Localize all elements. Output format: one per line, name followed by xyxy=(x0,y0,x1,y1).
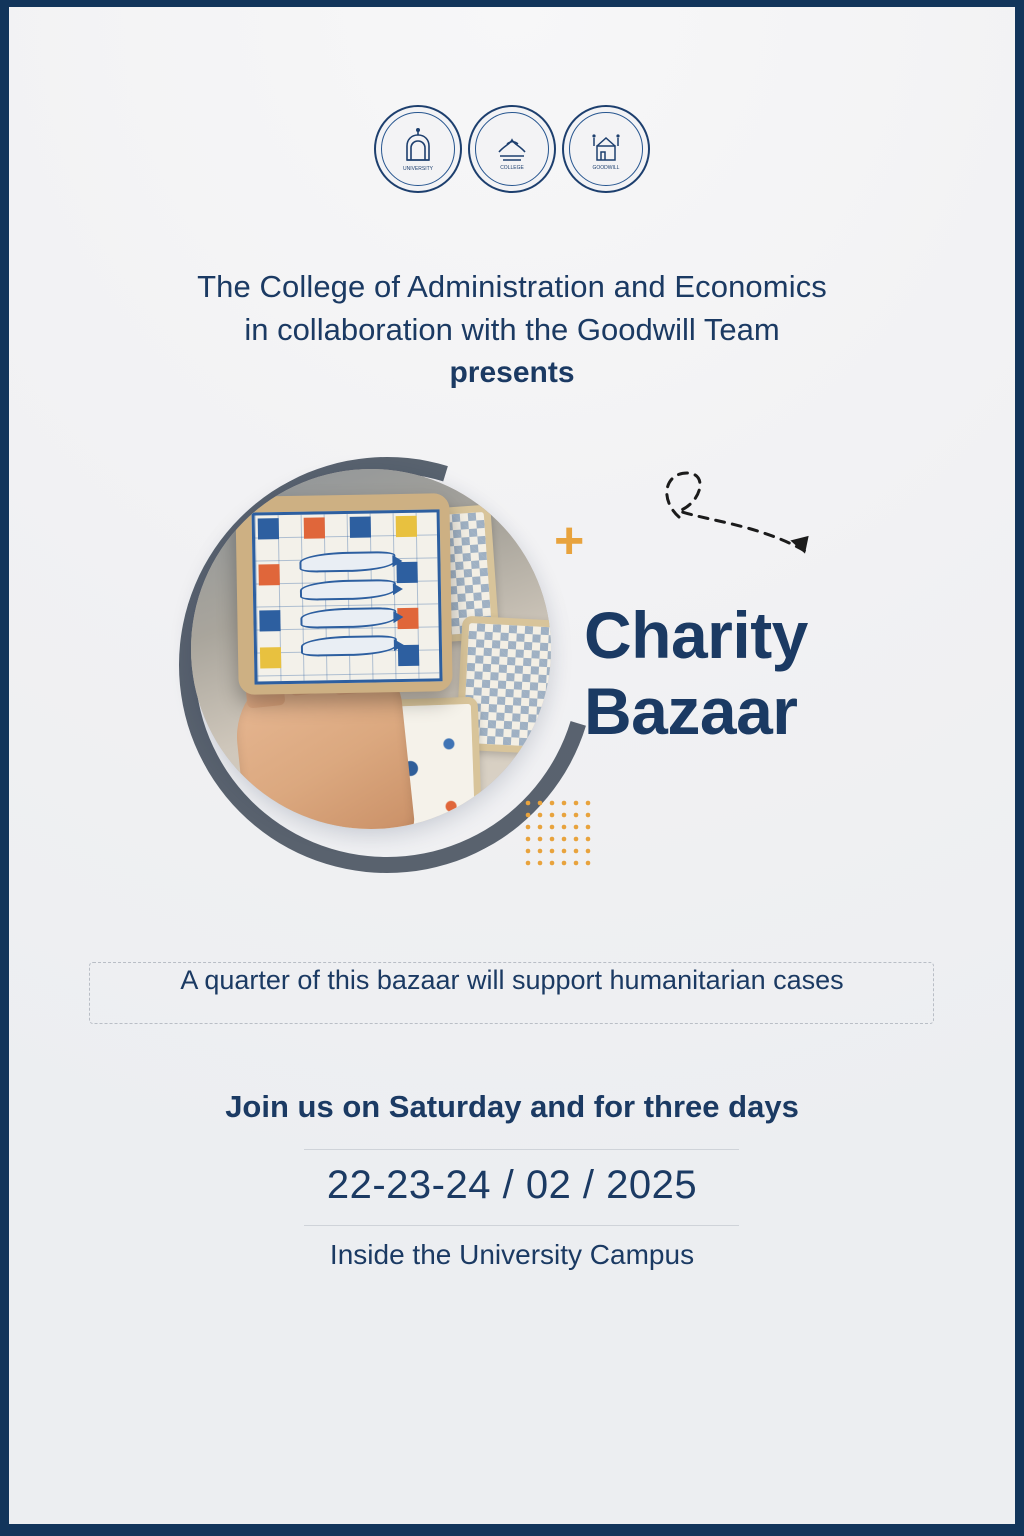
join-text: Join us on Saturday and for three days xyxy=(225,1089,799,1124)
plus-accent-icon: + xyxy=(554,512,585,570)
headline-block xyxy=(9,265,1015,394)
divider-top xyxy=(304,1149,739,1150)
headline-line-3: presents xyxy=(449,356,575,389)
dashed-arrow-icon xyxy=(639,459,849,599)
event-title-line-2: Bazaar xyxy=(584,674,798,748)
goodwill-team-logo xyxy=(562,105,650,193)
svg-text:GOODWILL: GOODWILL xyxy=(592,165,620,171)
event-title-line-1: Charity xyxy=(584,598,808,672)
event-date: 22-23-24 / 02 / 2025 xyxy=(326,1163,698,1207)
logo-row xyxy=(9,105,1015,193)
divider-bottom xyxy=(304,1225,739,1226)
svg-text:UNIVERSITY: UNIVERSITY xyxy=(402,166,434,172)
foreground-tile xyxy=(235,493,452,695)
hero-photo xyxy=(191,469,551,829)
college-seal-logo xyxy=(468,105,556,193)
caption-text: A quarter of this bazaar will support humanitarian cases xyxy=(180,965,844,995)
dotted-square-decoration xyxy=(522,797,596,871)
university-seal-logo xyxy=(374,105,462,193)
event-title xyxy=(584,597,884,749)
hero-section xyxy=(9,447,1015,947)
headline-line-1: The College of Administration and Economics xyxy=(197,269,827,304)
event-venue: Inside the University Campus xyxy=(329,1239,695,1270)
headline-line-2: in collaboration with the Goodwill Team xyxy=(244,312,780,347)
svg-text:COLLEGE: COLLEGE xyxy=(500,165,524,171)
